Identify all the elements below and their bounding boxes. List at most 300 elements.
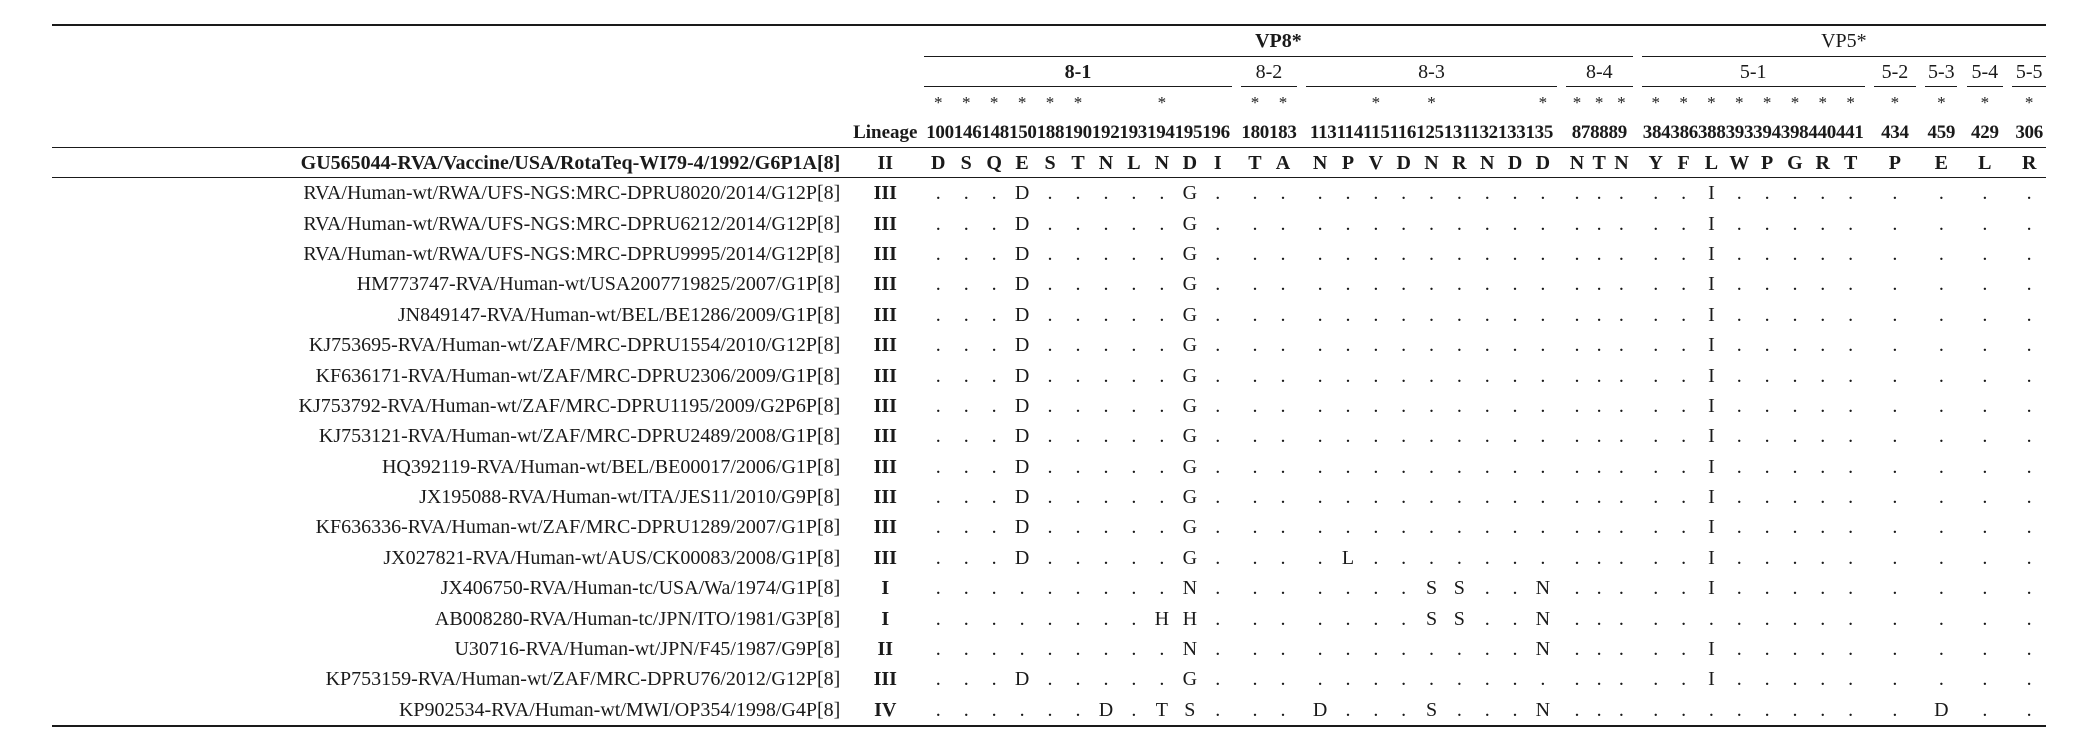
residue-cell: L [1120, 148, 1148, 178]
residue-cell: G [1182, 668, 1198, 691]
residue-cell: . [1456, 455, 1462, 478]
residue-cell: . [1848, 212, 1854, 235]
residue-cell: L [1967, 148, 2004, 178]
residue-cell: . [1317, 516, 1323, 539]
residue-cell: . [935, 425, 941, 448]
residue-cell: . [1848, 303, 1854, 326]
residue-cell: . [1429, 455, 1435, 478]
column-gap [1957, 634, 1966, 664]
residue-cell: . [991, 425, 997, 448]
residue-cell: . [1618, 303, 1624, 326]
lineage-value: III [873, 182, 897, 205]
column-gap [1232, 634, 1241, 664]
residue-cell: . [1736, 638, 1742, 661]
column-gap [1232, 421, 1241, 451]
residue-cell: . [1764, 516, 1770, 539]
residue-cell: . [1596, 212, 1602, 235]
residue-cell: . [1252, 242, 1258, 265]
residue-cell: . [1618, 577, 1624, 600]
residue-cell: . [1512, 394, 1518, 417]
residue-cell: . [1345, 334, 1351, 357]
residue-cell: D [1014, 334, 1030, 357]
residue-cell: . [1736, 455, 1742, 478]
residue-cell: . [1512, 242, 1518, 265]
residue-cell: . [1982, 364, 1988, 387]
column-gap [1232, 330, 1241, 360]
residue-cell: . [1618, 668, 1624, 691]
header-gap [1916, 118, 1925, 148]
residue-cell: . [1317, 273, 1323, 296]
residue-cell: . [1982, 182, 1988, 205]
residue-cell: . [1075, 577, 1081, 600]
residue-cell: . [1938, 577, 1944, 600]
residue-cell: . [1075, 182, 1081, 205]
column-gap [1297, 634, 1306, 664]
residue-cell: . [1047, 273, 1053, 296]
table-row [52, 421, 2046, 451]
residue-cell: . [1215, 607, 1221, 630]
strain-name: KF636336-RVA/Human-wt/ZAF/MRC-DPRU1289/2007/G1P[8] [315, 516, 841, 539]
residue-cell: . [935, 638, 941, 661]
residue-cell: . [1373, 364, 1379, 387]
residue-cell: H [1154, 607, 1170, 630]
column-gap [1865, 634, 1874, 664]
star-marker: * [1572, 93, 1582, 112]
residue-cell: . [1574, 546, 1580, 569]
residue-cell: . [1596, 577, 1602, 600]
residue-cell: . [1938, 546, 1944, 569]
residue-cell: E [1008, 148, 1036, 178]
column-gap [1633, 573, 1642, 603]
column-gap [1297, 360, 1306, 390]
residue-cell: . [1131, 273, 1137, 296]
header-gap [1232, 57, 1241, 87]
column-gap [2003, 543, 2012, 573]
residue-cell: . [1574, 303, 1580, 326]
positions-8-2: 180183 [1241, 122, 1297, 143]
residue-cell: . [935, 364, 941, 387]
residue-cell: N [1182, 577, 1198, 600]
residue-cell: . [1103, 334, 1109, 357]
residue-cell: I [1708, 486, 1715, 509]
column-gap [1297, 178, 1306, 209]
residue-cell: . [1456, 486, 1462, 509]
column-gap [1865, 543, 1874, 573]
residue-cell: . [1809, 695, 1837, 726]
header-gap [1297, 87, 1306, 119]
column-gap [1957, 452, 1966, 482]
residue-cell: . [991, 273, 997, 296]
column-gap [1916, 573, 1925, 603]
strain-name: KF636171-RVA/Human-wt/ZAF/MRC-DPRU2306/2009/G1P[8] [315, 364, 841, 387]
residue-cell: . [1982, 516, 1988, 539]
residue-cell: . [1047, 516, 1053, 539]
column-gap [1232, 391, 1241, 421]
residue-cell: . [1764, 607, 1770, 630]
column-gap [2003, 664, 2012, 694]
residue-cell: . [1781, 695, 1809, 726]
residue-cell: I [1708, 394, 1715, 417]
star-marker: * [989, 93, 999, 112]
column-gap [1633, 239, 1642, 269]
residue-cell: . [1345, 364, 1351, 387]
star-marker [1306, 87, 1334, 119]
residue-cell: N [1535, 577, 1551, 600]
residue-cell: . [1736, 212, 1742, 235]
residue-cell: . [1820, 182, 1826, 205]
column-gap [1633, 543, 1642, 573]
residue-cell: . [1681, 425, 1687, 448]
residue-cell: . [1334, 695, 1362, 726]
strain-name: RVA/Human-wt/RWA/UFS-NGS:MRC-DPRU8020/2014/G12P[8] [303, 182, 841, 205]
star-marker: * [1890, 93, 1900, 112]
residue-cell: . [1653, 212, 1659, 235]
column-gap [1957, 330, 1966, 360]
residue-cell: . [1252, 334, 1258, 357]
residue-cell: I [1708, 638, 1715, 661]
residue-cell: . [1131, 486, 1137, 509]
residue-cell: . [1373, 334, 1379, 357]
table-row [52, 543, 2046, 573]
residue-cell: . [1252, 273, 1258, 296]
residue-cell: . [1252, 455, 1258, 478]
table-row [52, 330, 2046, 360]
residue-cell: . [1373, 242, 1379, 265]
residue-cell: . [1596, 516, 1602, 539]
residue-cell: . [1131, 334, 1137, 357]
residue-cell: . [1131, 577, 1137, 600]
residue-cell: D [1014, 546, 1030, 569]
residue-cell: . [1764, 455, 1770, 478]
residue-cell: . [1075, 273, 1081, 296]
residue-cell: . [1820, 455, 1826, 478]
residue-cell: . [1512, 303, 1518, 326]
residue-cell: . [1566, 695, 1588, 726]
column-gap [1297, 482, 1306, 512]
residue-cell: . [1820, 516, 1826, 539]
residue-cell: . [1574, 486, 1580, 509]
alignment-table-container [52, 24, 2046, 727]
column-gap [1557, 543, 1566, 573]
residue-cell: . [1982, 546, 1988, 569]
residue-cell: . [1401, 303, 1407, 326]
header-gap [1557, 87, 1566, 119]
lineage-value: III [873, 546, 897, 569]
residue-cell: . [1574, 212, 1580, 235]
residue-cell: . [1047, 546, 1053, 569]
residue-cell: D [1014, 212, 1030, 235]
residue-cell: . [1848, 425, 1854, 448]
residue-cell: . [1574, 273, 1580, 296]
residue-cell: . [1736, 516, 1742, 539]
neutralization-epitope-alignment-table [52, 24, 2046, 727]
table-row [52, 482, 2046, 512]
table-row [52, 391, 2046, 421]
residue-cell: D [1014, 273, 1030, 296]
residue-cell: . [1429, 273, 1435, 296]
residue-cell: D [1014, 394, 1030, 417]
residue-cell: . [1512, 212, 1518, 235]
column-gap [1557, 360, 1566, 390]
column-gap [1633, 330, 1642, 360]
residue-cell: . [1938, 486, 1944, 509]
residue-cell: . [1120, 695, 1148, 726]
residue-cell: . [1456, 334, 1462, 357]
residue-cell: . [2026, 394, 2032, 417]
residue-cell: . [1159, 425, 1165, 448]
column-gap [1633, 360, 1642, 390]
residue-cell: . [1982, 303, 1988, 326]
region-8-2-label: 8-2 [1241, 57, 1297, 87]
column-gap [1633, 269, 1642, 299]
residue-cell: . [1429, 182, 1435, 205]
column-gap [1557, 482, 1566, 512]
residue-cell: . [935, 668, 941, 691]
residue-cell: . [935, 546, 941, 569]
header-blank [52, 118, 846, 148]
residue-cell: . [1892, 182, 1898, 205]
residue-cell: . [1512, 425, 1518, 448]
lineage-value: III [873, 516, 897, 539]
residue-cell: . [1373, 516, 1379, 539]
lineage-value: III [873, 455, 897, 478]
residue-cell: . [1653, 638, 1659, 661]
residue-cell: . [952, 695, 980, 726]
positions-8-4: 878889 [1571, 122, 1627, 143]
column-gap [1916, 603, 1925, 633]
residue-cell: . [991, 212, 997, 235]
residue-cell: . [1401, 638, 1407, 661]
residue-cell: . [1280, 212, 1286, 235]
residue-cell: . [1280, 486, 1286, 509]
residue-cell: . [1484, 577, 1490, 600]
residue-cell: L [1341, 546, 1355, 569]
residue-cell: . [1792, 364, 1798, 387]
residue-cell: . [1280, 273, 1286, 296]
residue-cell: G [1182, 334, 1198, 357]
header-gap [1297, 118, 1306, 148]
residue-cell: . [1540, 182, 1546, 205]
header-gap [1957, 57, 1966, 87]
residue-cell: . [1252, 425, 1258, 448]
star-marker [1204, 87, 1232, 119]
residue-cell: . [991, 303, 997, 326]
residue-cell: N [1148, 148, 1176, 178]
header-gap [1557, 57, 1566, 87]
residue-cell: . [1574, 668, 1580, 691]
residue-cell: . [1982, 212, 1988, 235]
residue-cell: D [1014, 425, 1030, 448]
residue-cell: . [1075, 334, 1081, 357]
residue-cell: . [1103, 486, 1109, 509]
lineage-value: IV [846, 695, 924, 726]
residue-cell: . [1215, 668, 1221, 691]
residue-cell: . [1456, 273, 1462, 296]
residue-cell: . [1373, 607, 1379, 630]
star-marker [1473, 87, 1501, 119]
residue-cell: . [1653, 516, 1659, 539]
residue-cell: . [1653, 303, 1659, 326]
residue-cell: . [1075, 607, 1081, 630]
residue-cell: . [1484, 242, 1490, 265]
table-row [52, 573, 2046, 603]
column-gap [1865, 573, 1874, 603]
residue-cell: . [1596, 607, 1602, 630]
residue-cell: . [1938, 638, 1944, 661]
residue-cell: . [1047, 242, 1053, 265]
residue-cell: . [1429, 303, 1435, 326]
residue-cell: . [1252, 394, 1258, 417]
residue-cell: . [1456, 303, 1462, 326]
column-gap [1957, 482, 1966, 512]
residue-cell: R [1809, 148, 1837, 178]
residue-cell: . [1596, 546, 1602, 569]
star-marker: * [1651, 93, 1660, 112]
region-8-1-label: 8-1 [924, 57, 1231, 87]
residue-cell: . [2026, 668, 2032, 691]
residue-cell: . [1047, 394, 1053, 417]
residue-cell: . [1938, 516, 1944, 539]
residue-cell: . [1967, 695, 2004, 726]
residue-cell: . [1345, 242, 1351, 265]
residue-cell: S [1453, 577, 1465, 600]
residue-cell: . [1456, 516, 1462, 539]
residue-cell: . [1215, 212, 1221, 235]
residue-cell: . [1429, 212, 1435, 235]
table-row [52, 695, 2046, 726]
residue-cell: . [1596, 242, 1602, 265]
table-row [52, 634, 2046, 664]
residue-cell: . [991, 486, 997, 509]
column-gap [1865, 391, 1874, 421]
residue-cell: . [1820, 668, 1826, 691]
star-marker: * [961, 93, 971, 112]
residue-cell: . [1401, 364, 1407, 387]
residue-cell: . [1681, 668, 1687, 691]
residue-cell: G [1182, 242, 1198, 265]
column-gap [1297, 148, 1306, 178]
star-marker: * [1980, 93, 1990, 112]
strain-name: KP902534-RVA/Human-wt/MWI/OP354/1998/G4P[8] [52, 695, 846, 726]
residue-cell: . [1215, 425, 1221, 448]
strain-name: HM773747-RVA/Human-wt/USA2007719825/2007/G1P[8] [356, 273, 841, 296]
residue-cell: . [935, 334, 941, 357]
column-gap [1957, 512, 1966, 542]
residue-cell: . [1574, 182, 1580, 205]
residue-cell: . [1820, 364, 1826, 387]
residue-cell: . [1131, 394, 1137, 417]
residue-cell: . [1131, 546, 1137, 569]
residue-cell: . [1512, 486, 1518, 509]
residue-cell: . [1681, 212, 1687, 235]
table-row [52, 208, 2046, 238]
column-gap [1865, 269, 1874, 299]
region-5-1-label: 5-1 [1642, 57, 1865, 87]
residue-cell: . [1241, 695, 1269, 726]
residue-cell: . [1159, 486, 1165, 509]
residue-cell: . [1103, 455, 1109, 478]
residue-cell: . [1345, 425, 1351, 448]
residue-cell: . [1317, 394, 1323, 417]
residue-cell: . [1047, 455, 1053, 478]
residue-cell: . [963, 607, 969, 630]
residue-cell: . [1317, 334, 1323, 357]
residue-cell: . [1484, 486, 1490, 509]
residue-cell: . [1047, 638, 1053, 661]
column-gap [1557, 573, 1566, 603]
residue-cell: . [2026, 486, 2032, 509]
residue-cell: . [991, 516, 997, 539]
residue-cell: . [1938, 334, 1944, 357]
residue-cell: . [1618, 273, 1624, 296]
lineage-value: II [877, 638, 894, 661]
residue-cell: D [1014, 182, 1030, 205]
residue-cell: . [1540, 486, 1546, 509]
residue-cell: . [1764, 303, 1770, 326]
residue-cell: . [1252, 668, 1258, 691]
column-gap [1232, 695, 1241, 726]
residue-cell: . [1618, 364, 1624, 387]
residue-cell: . [963, 455, 969, 478]
residue-cell: . [963, 486, 969, 509]
residue-cell: I [1708, 182, 1715, 205]
residue-cell: . [1574, 334, 1580, 357]
column-gap [1916, 330, 1925, 360]
residue-cell: . [1215, 303, 1221, 326]
column-gap [1916, 664, 1925, 694]
residue-cell: . [1610, 695, 1632, 726]
lineage-value: III [873, 394, 897, 417]
residue-cell: . [1159, 212, 1165, 235]
residue-cell: G [1182, 303, 1198, 326]
residue-cell: . [1252, 303, 1258, 326]
residue-cell: . [1574, 242, 1580, 265]
column-gap [1916, 391, 1925, 421]
residue-cell: . [1215, 394, 1221, 417]
residue-cell: . [1429, 668, 1435, 691]
residue-cell: . [1075, 425, 1081, 448]
residue-cell: . [1764, 394, 1770, 417]
residue-cell: . [1317, 242, 1323, 265]
residue-cell: . [1736, 273, 1742, 296]
residue-cell: N [1535, 607, 1551, 630]
residue-cell: T [1064, 148, 1092, 178]
residue-cell: . [1596, 394, 1602, 417]
residue-cell: . [1892, 394, 1898, 417]
column-gap [1916, 543, 1925, 573]
region-5-3-label: 5-3 [1925, 57, 1957, 87]
residue-cell: . [2026, 455, 2032, 478]
lineage-value: III [873, 212, 897, 235]
residue-cell: . [1484, 273, 1490, 296]
residue-cell: I [1708, 212, 1715, 235]
residue-cell: . [1764, 242, 1770, 265]
residue-cell: T [1148, 695, 1176, 726]
star-marker: * [2024, 93, 2034, 112]
column-gap [1957, 664, 1966, 694]
residue-cell: . [1047, 486, 1053, 509]
column-gap [1916, 360, 1925, 390]
column-gap [1557, 330, 1566, 360]
residue-cell: . [1848, 516, 1854, 539]
residue-cell: . [1792, 425, 1798, 448]
residue-cell: . [1736, 486, 1742, 509]
residue-cell: G [1182, 486, 1198, 509]
residue-cell: . [1596, 425, 1602, 448]
residue-cell: . [1159, 242, 1165, 265]
residue-cell: . [1681, 638, 1687, 661]
residue-cell: . [1401, 486, 1407, 509]
